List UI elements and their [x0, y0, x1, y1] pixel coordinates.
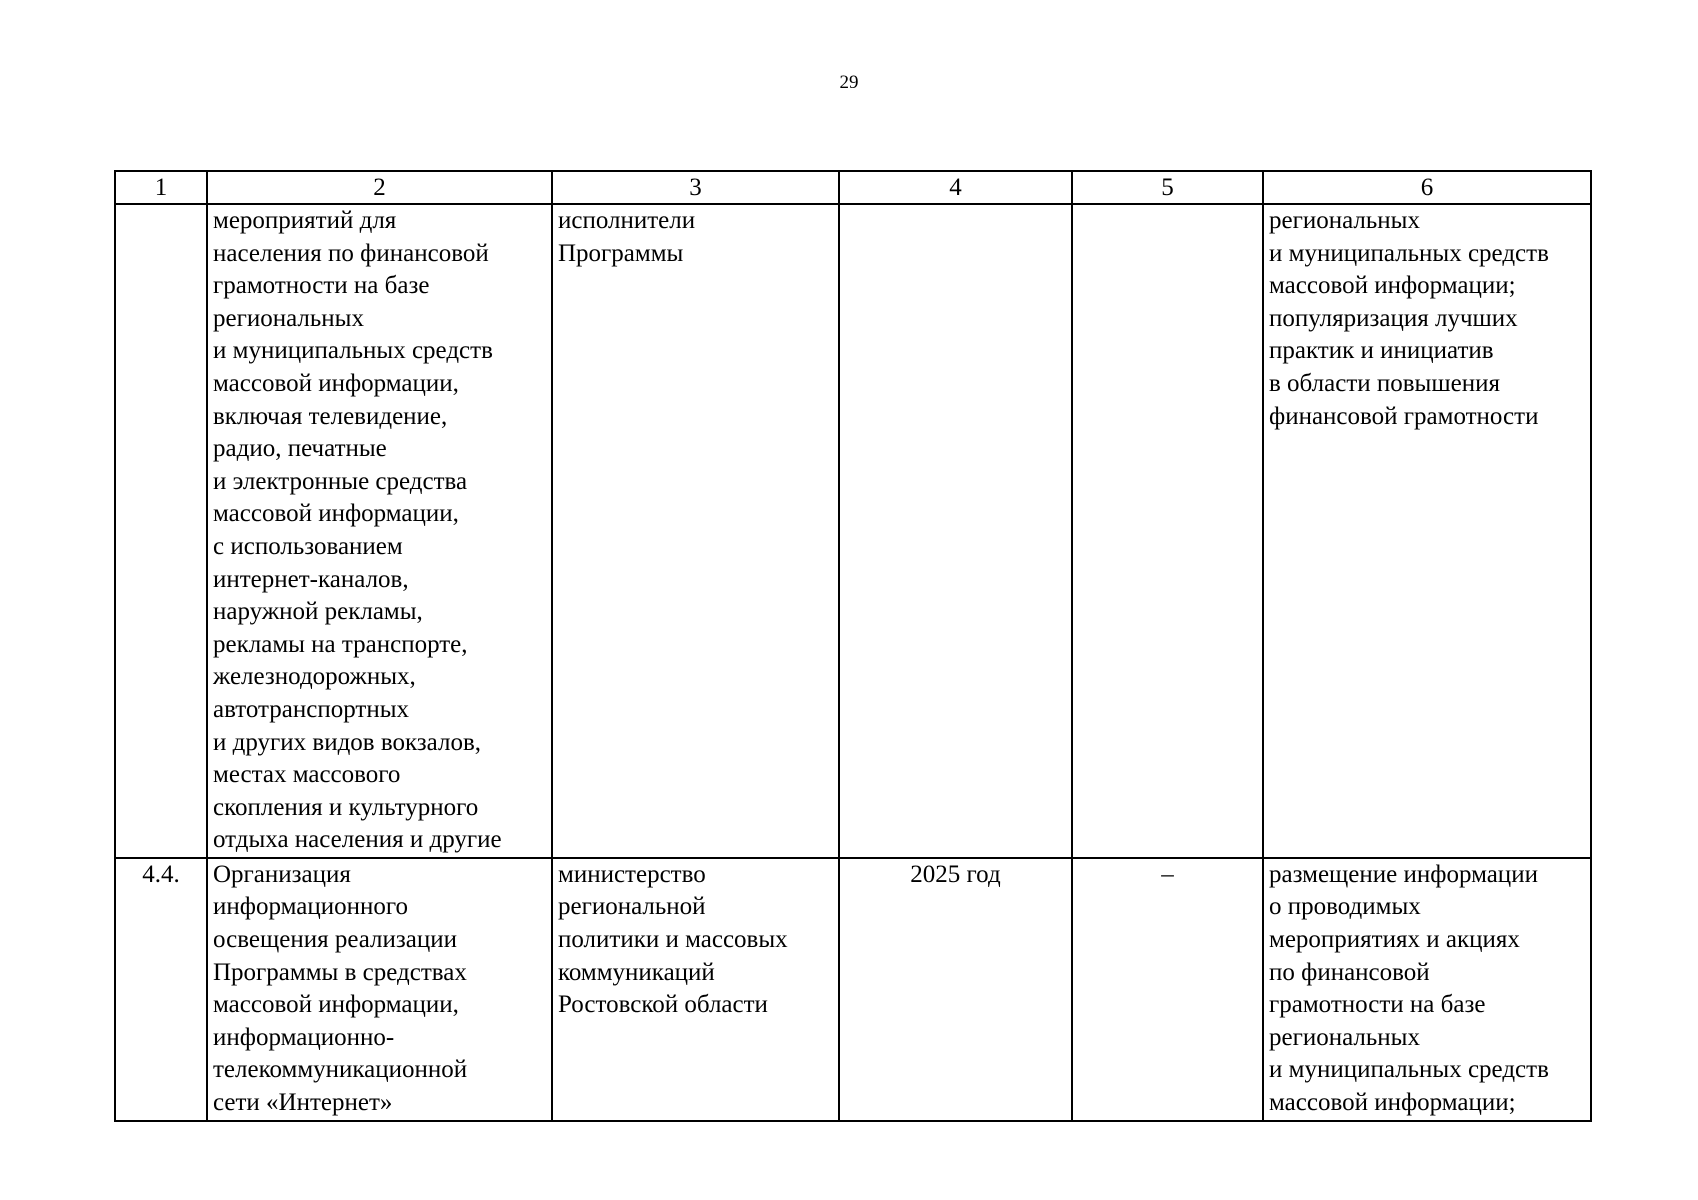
table-row — [115, 858, 1591, 1121]
financing-cell: – — [1072, 858, 1263, 1121]
program-measures-table — [114, 170, 1592, 1122]
term-cell — [839, 204, 1072, 858]
page-number: 29 — [839, 72, 859, 93]
column-number-4: 4 — [839, 171, 1072, 204]
table-row — [115, 204, 1591, 858]
column-number-6: 6 — [1263, 171, 1591, 204]
column-number-1: 1 — [115, 171, 207, 204]
executor-cell: министерство региональной политики и массовых коммуникаций Ростовской области — [552, 858, 839, 1121]
event-cell: мероприятий для населения по финансовой грамотности на базе региональных и муниципальных средств массовой информации, включая телевидение, радио, печатные и электронные средства массовой информации, с использованием интернет-каналов, наружной рекламы, рекламы на транспорте, железнодорожных, автотранспортных и других видов вокзалов, местах массового скопления и культурного отдыха населения и другие — [207, 204, 552, 858]
event-cell: Организация информационного освещения реализации Программы в средствах массовой информации, информационно- телекоммуникационной сети «Интернет» — [207, 858, 552, 1121]
result-cell: региональных и муниципальных средств массовой информации; популяризация лучших практик и инициатив в области повышения финансовой грамотности — [1263, 204, 1591, 858]
column-number-3: 3 — [552, 171, 839, 204]
row-number-cell — [115, 204, 207, 858]
row-number-cell: 4.4. — [115, 858, 207, 1121]
result-cell: размещение информации о проводимых мероприятиях и акциях по финансовой грамотности на базе региональных и муниципальных средств массовой информации; — [1263, 858, 1591, 1121]
term-cell: 2025 год — [839, 858, 1072, 1121]
column-number-5: 5 — [1072, 171, 1263, 204]
financing-cell — [1072, 204, 1263, 858]
executor-cell: исполнители Программы — [552, 204, 839, 858]
column-number-row — [115, 171, 1591, 204]
column-number-2: 2 — [207, 171, 552, 204]
